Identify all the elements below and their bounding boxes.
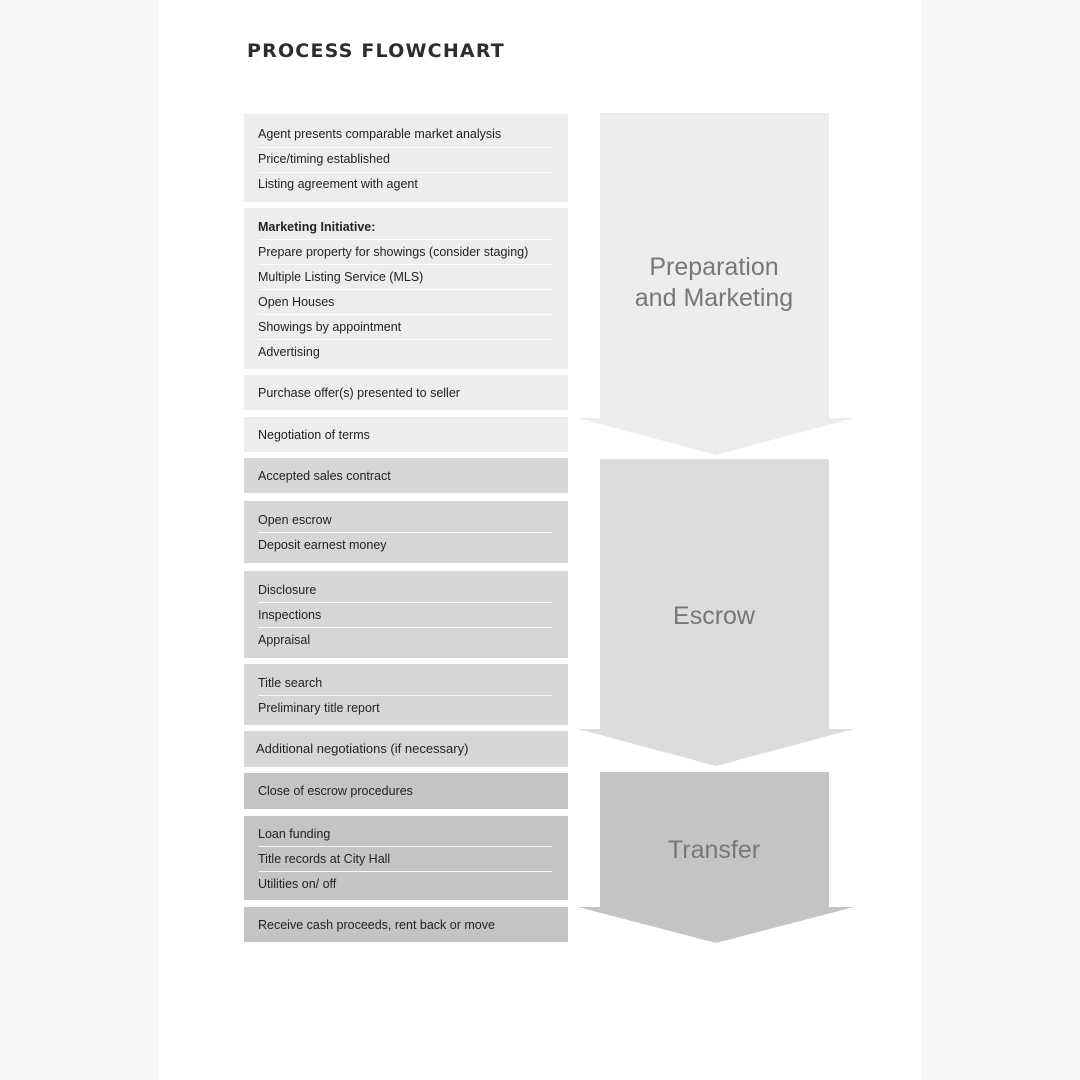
phase-label-line: Preparation <box>649 253 779 281</box>
divider <box>258 172 552 173</box>
phase-label-line: Transfer <box>667 836 761 864</box>
divider <box>258 147 552 148</box>
divider <box>258 871 552 872</box>
step-group-negotiation <box>244 417 568 452</box>
phase-label-transfer <box>600 835 828 866</box>
phase-label-line: and Marketing <box>634 284 794 312</box>
step-item: Prepare property for showings (consider staging) <box>258 245 529 259</box>
divider <box>258 264 552 265</box>
phase-label-line: Escrow <box>673 602 755 630</box>
divider <box>258 289 552 290</box>
step-item: Purchase offer(s) presented to seller <box>258 386 460 400</box>
divider <box>258 532 552 533</box>
step-item: Preliminary title report <box>258 701 380 715</box>
step-item: Close of escrow procedures <box>258 784 413 798</box>
step-group-funding <box>244 816 568 900</box>
divider <box>258 339 552 340</box>
divider <box>258 314 552 315</box>
step-item: Listing agreement with agent <box>258 177 418 191</box>
step-group-inspections <box>244 571 568 658</box>
step-item: Inspections <box>258 608 322 622</box>
step-item: Additional negotiations (if necessary) <box>256 741 469 756</box>
divider <box>258 846 552 847</box>
step-item: Appraisal <box>258 633 311 647</box>
step-group-offer <box>244 375 568 410</box>
step-group-close-escrow <box>244 773 568 809</box>
step-group-contract <box>244 458 568 493</box>
step-group-open-escrow <box>244 501 568 563</box>
step-item: Utilities on/ off <box>258 877 337 891</box>
page-title: PROCESS FLOWCHART <box>247 40 505 62</box>
step-group-proceeds <box>244 907 568 942</box>
step-group-marketing <box>244 208 568 369</box>
step-item: Open escrow <box>258 513 332 527</box>
step-item: Accepted sales contract <box>258 469 391 483</box>
step-group-additional-negotiations <box>244 731 568 767</box>
step-item: Negotiation of terms <box>258 428 370 442</box>
step-item: Title search <box>258 676 323 690</box>
phase-label-preparation <box>600 252 828 314</box>
step-item: Title records at City Hall <box>258 852 391 866</box>
divider <box>258 239 552 240</box>
step-group-listing <box>244 114 568 202</box>
step-item: Multiple Listing Service (MLS) <box>258 270 424 284</box>
step-item: Receive cash proceeds, rent back or move <box>258 918 495 932</box>
divider <box>258 627 552 628</box>
divider <box>258 695 552 696</box>
step-item: Advertising <box>258 345 320 359</box>
step-item: Deposit earnest money <box>258 538 387 552</box>
step-item: Loan funding <box>258 827 331 841</box>
step-item: Disclosure <box>258 583 317 597</box>
phase-label-escrow <box>600 601 828 632</box>
step-item: Open Houses <box>258 295 335 309</box>
step-item: Showings by appointment <box>258 320 402 334</box>
step-group-title <box>244 664 568 725</box>
divider <box>258 602 552 603</box>
step-item: Price/timing established <box>258 152 391 166</box>
step-item: Agent presents comparable market analysis <box>258 127 502 141</box>
step-heading: Marketing Initiative: <box>258 220 376 234</box>
